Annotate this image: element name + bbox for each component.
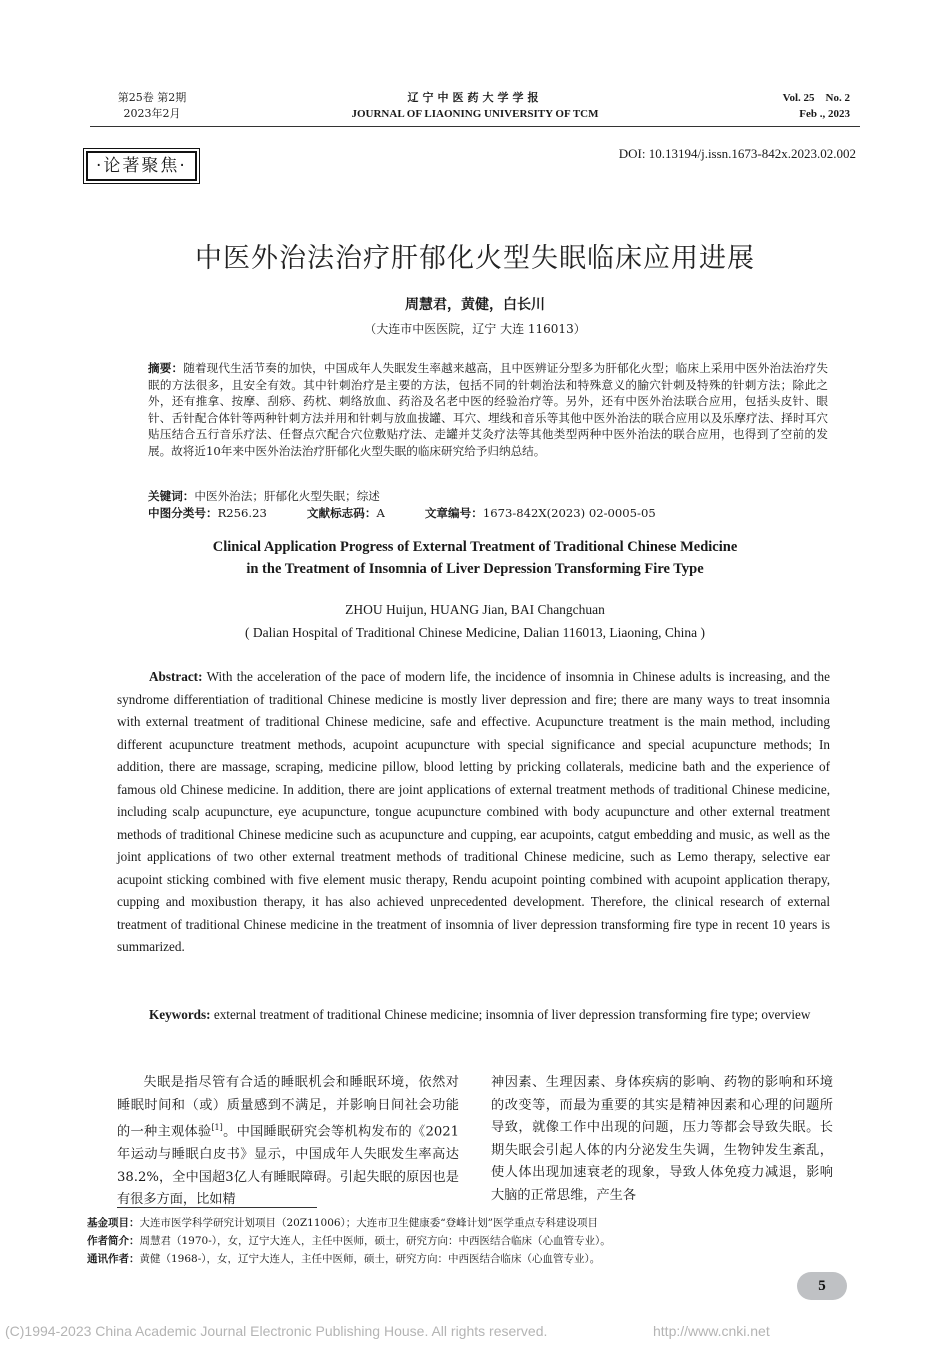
clc-value: R256.23: [217, 506, 267, 520]
header-issue: [104, 90, 200, 122]
authors-cn: 周慧君，黄健，白长川: [405, 297, 545, 313]
abstract-cn: [148, 360, 828, 460]
journal-name-en: JOURNAL OF LIAONING UNIVERSITY OF TCM: [351, 108, 599, 120]
cnki-link[interactable]: http://www.cnki.net: [653, 1323, 770, 1339]
header-journal: [300, 90, 650, 122]
article-no-value: 1673-842X(2023) 02-0005-05: [482, 506, 656, 520]
keywords-en-label: Keywords:: [149, 1007, 211, 1022]
footnote-author: [87, 1232, 827, 1250]
keywords-cn-text: 中医外治法；肝郁化火型失眠；综述: [194, 489, 380, 503]
citation-ref[interactable]: [1]: [211, 1123, 223, 1133]
fund-label: 基金项目：: [87, 1217, 140, 1229]
article-title-en: [90, 536, 860, 580]
corr-label: 通讯作者：: [87, 1253, 140, 1265]
article-no-label: 文章编号：: [424, 506, 483, 520]
body-column-right: [491, 1072, 833, 1208]
page-number: 5: [797, 1272, 847, 1300]
footnote-fund: [87, 1214, 827, 1232]
fund-text: 大连市医学科学研究计划项目（20Z11006）；大连市卫生健康委“登峰计划”医学重点专科建设项目: [139, 1217, 599, 1229]
keywords-en-text: external treatment of traditional Chinese medicine; insomnia of liver depression transforming fire type; overview: [213, 1007, 811, 1022]
author-text: 周慧君（1970-），女，辽宁大连人，主任中医师，硕士，研究方向：中西医结合临床（心血管专业）。: [139, 1235, 611, 1247]
authors-en: ZHOU Huijun, HUANG Jian, BAI Changchuan: [345, 602, 605, 617]
header-volume-en: [750, 90, 850, 122]
title-en-line1: Clinical Application Progress of External Treatment of Traditional Chinese Medicine: [212, 539, 738, 555]
header-volume-issue: 第25卷 第2期: [117, 91, 187, 104]
classification-line: [148, 505, 828, 521]
header-month-year: Feb ., 2023: [799, 108, 850, 120]
body-paragraph-continued: 神因素、生理因素、身体疾病的影响、药物的影响和环境的改变等，而最为重要的其实是精神因素和心理的问题所导致，就像工作中出现的问题，压力等都会导致失眠。长期失眠会引起人体的内分泌发生失调，生物钟发生紊乱，使人体出现加速衰老的现象，导致人体免疫力减退，影响大脑的正常思维，产生各: [491, 1075, 833, 1203]
body-left-text-a: 失眠是指尽管有合适的睡眠机会和睡眠环境，依然对睡眠时间和（或）质量感到不满足，并影响日间社会功能的一种主观体验: [117, 1075, 459, 1140]
footnote-divider: [117, 1207, 317, 1208]
footnotes: [87, 1214, 827, 1268]
author-label: 作者简介：: [87, 1235, 140, 1247]
header-date: 2023年2月: [123, 107, 181, 120]
header-divider: [90, 126, 860, 127]
affiliation-cn: （大连市中医医院，辽宁 大连 116013）: [364, 322, 586, 336]
abstract-en-label: Abstract:: [149, 669, 203, 684]
title-en-line2: in the Treatment of Insomnia of Liver Depression Transforming Fire Type: [246, 561, 704, 577]
keywords-cn-label: 关键词：: [148, 489, 195, 503]
body-left-text-b: 。中国睡眠研究会等机构发布的《2021年运动与睡眠白皮书》显示，中国成年人失眠发生率高达38.2%，全中国超3亿人有睡眠障碍。引起失眠的原因也是有很多方面，比如精: [117, 1124, 460, 1208]
abstract-en: [117, 666, 830, 959]
doi[interactable]: DOI: 10.13194/j.issn.1673-842x.2023.02.002: [618, 146, 856, 161]
copyright-text: (C)1994-2023 China Academic Journal Electronic Publishing House. All rights reserved.: [5, 1323, 548, 1339]
doc-code-value: A: [376, 506, 385, 520]
clc-label: 中图分类号：: [148, 506, 218, 520]
body-column-left: [117, 1072, 459, 1212]
doc-code-label: 文献标志码：: [306, 506, 377, 520]
abstract-cn-label: 摘要：: [148, 361, 184, 375]
journal-name-cn: 辽宁中医药大学学报: [407, 91, 543, 104]
keywords-en: [117, 1004, 830, 1027]
abstract-en-text: With the acceleration of the pace of modern life, the incidence of insomnia in Chinese adults is increasing, and the syndrome differentiation of traditional Chinese medicine is mostly liver depression and fire; there are many ways to treat insomnia with external treatment of traditional Chinese medicine, safe and effective. Acupuncture treatment is the main method, including different acupuncture treatment methods, acupoint acupuncture with special significance and special acupuncture methods; In addition, there are massage, scraping, medicine pillow, blood letting by pricking collaterals, medicine bath and the experience of famous old Chinese medicine. In addition, there are joint applications of external treatment methods of traditional Chinese medicine, including scalp acupuncture, eye acupuncture, tongue acupuncture combined with body acupuncture and other external treatment methods of traditional Chinese medicine such as acupuncture and cupping, ear acupoints, catgut embedding and music, as well as the joint applications of two other external treatment methods of traditional Chinese medicine, such as Lemo therapy, selective ear acupoint sticking combined with five element music therapy, Rendu acupoint pointing combined with acupoint application therapy, cupping and moxibustion therapy, it has also achieved unprecedented development. Therefore, the clinical research of external treatment of traditional Chinese medicine in the treatment of insomnia of liver depression transforming fire type in recent 10 years is summarized.: [117, 669, 830, 954]
keywords-cn: [148, 488, 828, 504]
corr-text: 黄健（1968-），女，辽宁大连人，主任中医师，硕士，研究方向：中西医结合临床（心血管专业）。: [139, 1253, 601, 1265]
body-paragraph: [117, 1072, 459, 1212]
copyright-line: [5, 1323, 945, 1339]
article-title-cn: 中医外治法治疗肝郁化火型失眠临床应用进展: [195, 243, 755, 274]
footnote-corresponding: [87, 1250, 827, 1268]
abstract-cn-text: 随着现代生活节奏的加快，中国成年人失眠发生率越来越高，且中医辨证分型多为肝郁化火型；临床上采用中医外治法治疗失眠的方法很多，且安全有效。其中针刺治疗是主要的方法，包括不同的针刺治法和特殊意义的腧穴针刺及特殊的针刺方法；除此之外，还有推拿、按摩、刮痧、药枕、刺络放血、药浴及名老中医的经验治疗等。另外，还有中医外治法联合应用，包括头皮针、眼针、舌针配合体针等两种针刺方法并用和针刺与放血拔罐、耳穴、埋线和音乐等其他中医外治法的联合应用以及乐摩疗法、择时耳穴贴压结合五行音乐疗法、任督点穴配合穴位敷贴疗法、走罐并艾灸疗法等其他类型两种中医外治法的联合应用，也得到了空前的发展。故将近10年来中医外治法治疗肝郁化火型失眠的临床研究给予归纳总结。: [148, 361, 828, 458]
header-vol-no: Vol. 25 No. 2: [782, 92, 850, 104]
affiliation-en: ( Dalian Hospital of Traditional Chinese Medicine, Dalian 116013, Liaoning, China ): [245, 625, 705, 640]
section-tag: ·论著聚焦·: [86, 151, 197, 181]
